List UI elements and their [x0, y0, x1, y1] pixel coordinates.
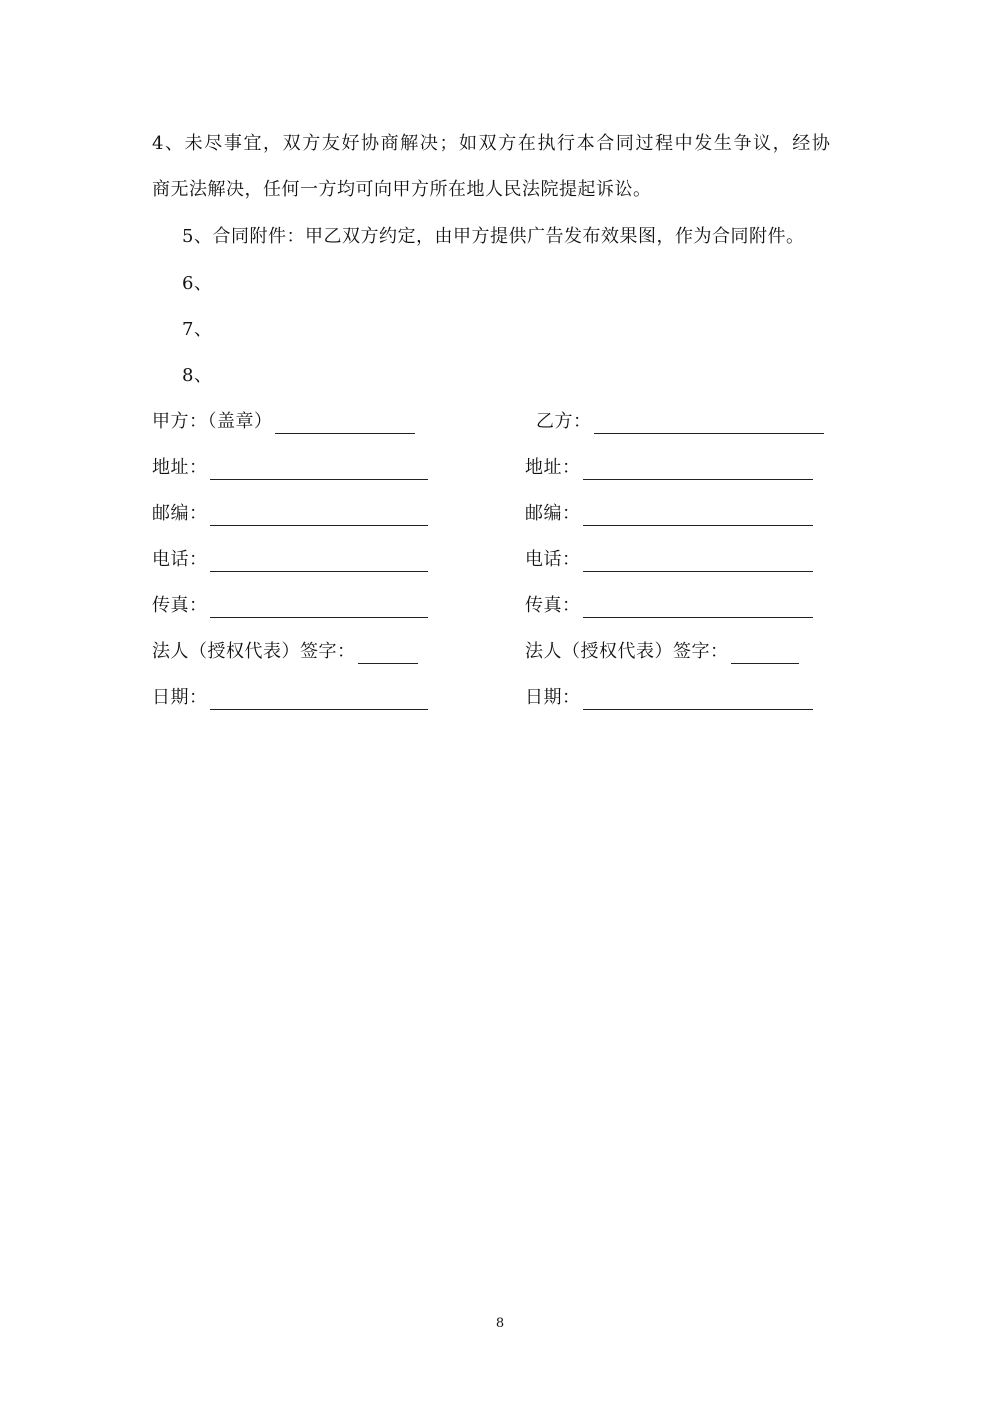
clause-8: 8、 [182, 365, 213, 386]
party-b-signature-label: 法人（授权代表）签字： [525, 641, 729, 662]
party-a-phone-label: 电话： [152, 549, 208, 570]
party-a-postcode-field [152, 502, 428, 526]
party-a-address-label: 地址： [152, 457, 208, 478]
party-b-name-label: 乙方： [536, 411, 592, 432]
page-number: 8 [495, 1316, 505, 1331]
party-b-date-blank[interactable] [583, 688, 813, 710]
party-a-signature-blank[interactable] [358, 642, 418, 664]
clause-7: 7、 [182, 319, 213, 340]
clause-6: 6、 [182, 273, 213, 294]
party-a-signature-label: 法人（授权代表）签字： [152, 641, 356, 662]
party-b-postcode-label: 邮编： [525, 503, 581, 524]
party-a-postcode-blank[interactable] [210, 504, 428, 526]
party-b-postcode-field [525, 502, 813, 526]
party-a-phone-blank[interactable] [210, 550, 428, 572]
party-b-address-label: 地址： [525, 457, 581, 478]
party-b-phone-label: 电话： [525, 549, 581, 570]
party-b-name-field [536, 410, 824, 434]
party-a-fax-blank[interactable] [210, 596, 428, 618]
party-b-date-field [525, 686, 813, 710]
party-b-fax-field [525, 594, 813, 618]
party-a-signature-field [152, 640, 418, 664]
party-a-fax-field [152, 594, 428, 618]
party-b-name-blank[interactable] [594, 412, 824, 434]
party-b-signature-field [525, 640, 799, 664]
party-a-date-label: 日期： [152, 687, 208, 708]
party-b-phone-blank[interactable] [583, 550, 813, 572]
party-a-phone-field [152, 548, 428, 572]
clause-4-line-2: 商无法解决，任何一方均可向甲方所在地人民法院提起诉讼。 [152, 179, 652, 200]
clause-4-line-1: 4、未尽事宜，双方友好协商解决；如双方在执行本合同过程中发生争议，经协 [152, 133, 832, 154]
party-a-date-blank[interactable] [210, 688, 428, 710]
party-a-address-blank[interactable] [210, 458, 428, 480]
party-a-name-field [152, 410, 415, 434]
party-b-fax-label: 传真： [525, 595, 581, 616]
party-a-fax-label: 传真： [152, 595, 208, 616]
party-a-name-label: 甲方：（盖章） [152, 411, 273, 432]
party-b-fax-blank[interactable] [583, 596, 813, 618]
party-a-postcode-label: 邮编： [152, 503, 208, 524]
party-b-postcode-blank[interactable] [583, 504, 813, 526]
party-b-signature-blank[interactable] [731, 642, 799, 664]
party-b-phone-field [525, 548, 813, 572]
party-a-name-blank[interactable] [275, 412, 415, 434]
party-b-date-label: 日期： [525, 687, 581, 708]
clause-5: 5、合同附件：甲乙双方约定，由甲方提供广告发布效果图，作为合同附件。 [182, 226, 805, 247]
party-a-date-field [152, 686, 428, 710]
party-a-address-field [152, 456, 428, 480]
party-b-address-blank[interactable] [583, 458, 813, 480]
party-b-address-field [525, 456, 813, 480]
